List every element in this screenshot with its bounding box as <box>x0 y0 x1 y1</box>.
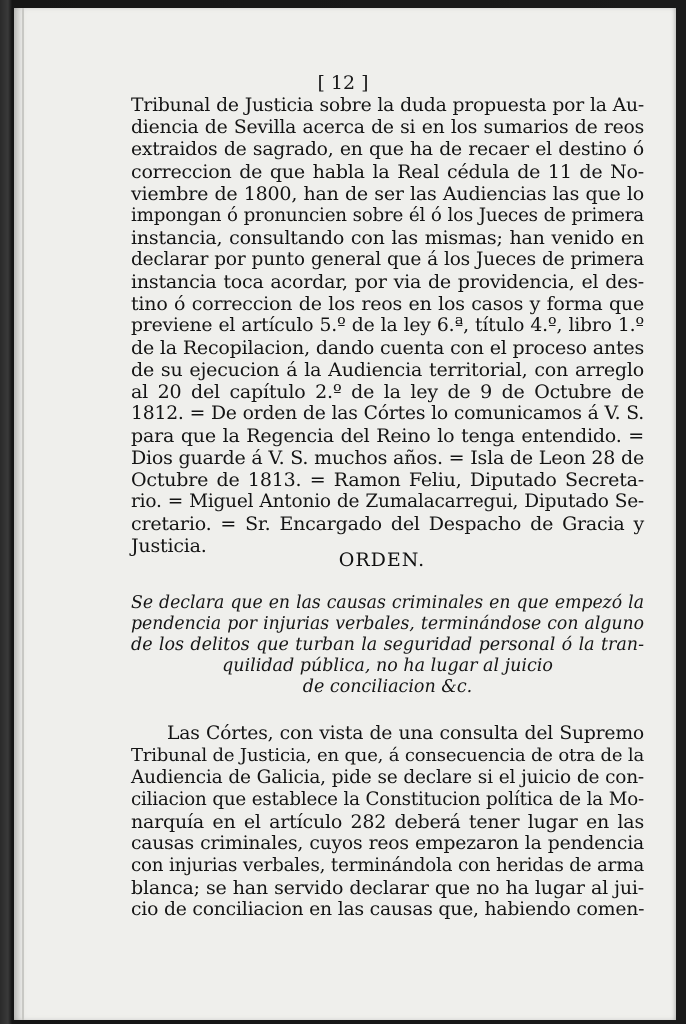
text-line: Dios guarde á V. S. muchos años. = Isla de Leon 28 de <box>131 447 644 469</box>
text-line: cio de conciliacion en las causas que, habiendo comen- <box>131 899 645 920</box>
text-line: narquía en el artículo 282 deberá tener lugar en las <box>131 811 644 833</box>
text-line: cretario. = Sr. Encargado del Despacho de Gracia y <box>131 513 644 535</box>
text-line: Justicia. <box>131 535 207 557</box>
text-line: declarar por punto general que á los Jueces de primera <box>131 249 644 270</box>
text-line: instancia toca acordar, por via de providencia, el des- <box>131 271 644 293</box>
text-line: Tribunal de Justicia, en que, á consecuencia de otra de la <box>131 745 644 766</box>
text-line: correccion de que habla la Real cédula de 11 de No- <box>131 161 644 183</box>
text-line: para que la Regencia del Reino lo tenga entendido. = <box>131 425 644 447</box>
summary-line: de conciliacion &c. <box>302 677 473 697</box>
text-line: instancia, consultando con las mismas; han venido en <box>131 227 644 249</box>
text-line: con injurias verbales, terminándola con heridas de arma <box>131 855 644 876</box>
text-line: de su ejecucion á la Audiencia territorial, con arreglo <box>131 359 644 381</box>
text-line: rio. = Miguel Antonio de Zumalacarregui, Diputado Se- <box>131 491 644 512</box>
text-line: 1812. = De orden de las Córtes lo comunicamos á V. S. <box>131 403 644 424</box>
summary-line: Se declara que en las causas criminales en que empezó la <box>131 593 644 613</box>
paragraph-1 <box>131 95 644 557</box>
text-line: blanca; se han servido declarar que no ha lugar al jui- <box>131 877 644 899</box>
text-line: Octubre de 1813. = Ramon Feliu, Diputado Secreta- <box>131 469 644 491</box>
text-line: de la Recopilacion, dando cuenta con el proceso antes <box>131 337 644 359</box>
summary-line: quilidad pública, no ha lugar al juicio <box>222 656 553 676</box>
text-line: tino ó correccion de los reos en los casos y forma que <box>131 293 644 315</box>
text-line: Las Córtes, con vista de una consulta del Supremo <box>167 723 644 744</box>
text-line: viembre de 1800, han de ser las Audiencias las que lo <box>131 183 644 205</box>
summary-italic <box>131 593 644 698</box>
text-line: causas criminales, cuyos reos empezaron la pendencia <box>131 833 644 854</box>
text-line: diencia de Sevilla acerca de si en los sumarios de reos <box>131 117 644 138</box>
text-line: impongan ó pronuncien sobre él ó los Jueces de primera <box>131 205 644 226</box>
page-edge <box>22 8 24 1020</box>
text-line: al 20 del capítulo 2.º de la ley de 9 de Octubre de <box>131 381 644 403</box>
text-line: previene el artículo 5.º de la ley 6.ª, título 4.º, libro 1.º <box>131 315 644 336</box>
page-number: [ 12 ] <box>317 72 369 94</box>
text-line: extraidos de sagrado, en que ha de recaer el destino ó <box>131 139 644 160</box>
text-line: Audiencia de Galicia, pide se declare si el juicio de con- <box>131 767 644 788</box>
summary-line: de los delitos que turban la seguridad personal ó la tran- <box>131 635 644 655</box>
text-line: Tribunal de Justicia sobre la duda propuesta por la Au- <box>131 95 644 116</box>
text-line: ciliacion que establece la Constitucion política de la Mo- <box>131 789 644 810</box>
paragraph-2 <box>131 723 644 921</box>
section-heading: ORDEN. <box>338 549 426 571</box>
summary-line: pendencia por injurias verbales, terminándose con alguno <box>131 614 644 634</box>
